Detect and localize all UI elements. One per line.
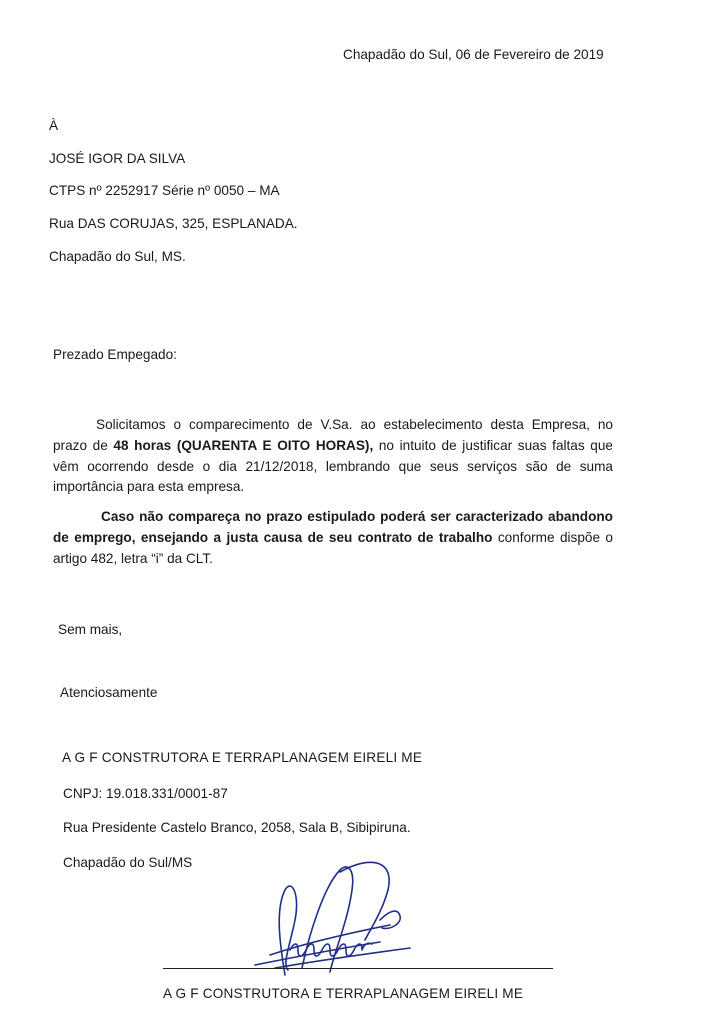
body-paragraph-1 <box>53 415 613 498</box>
signature-line <box>163 968 553 969</box>
recipient-name: JOSÉ IGOR DA SILVA <box>49 151 186 166</box>
greeting: Prezado Empegado: <box>53 347 177 362</box>
sender-company: A G F CONSTRUTORA E TERRAPLANAGEM EIRELI ME <box>62 750 423 765</box>
paragraph1-part2: no intuito de justificar suas faltas que vêm ocorrendo desde o dia 21/12/2018, lembrando que seus serviços são de suma importância para esta empresa. <box>53 437 613 495</box>
sign-off: Atenciosamente <box>60 685 158 700</box>
date-line: Chapadão do Sul, 06 de Fevereiro de 2019 <box>343 47 604 62</box>
sender-cnpj: CNPJ: 19.018.331/0001-87 <box>63 786 228 801</box>
closing-line: Sem mais, <box>58 622 123 637</box>
paragraph2-warning: Caso não compareça no prazo estipulado poderá ser caracterizado abandono de emprego, ensejando a justa causa de seu contrato de trabalho <box>53 509 613 545</box>
sender-address: Rua Presidente Castelo Branco, 2058, Sala B, Sibipiruna. <box>63 820 411 835</box>
addressed-to: À <box>49 118 59 133</box>
paragraph1-part1: Solicitamos o comparecimento de V.Sa. ao estabelecimento desta Empresa, no prazo de <box>53 417 613 453</box>
recipient-city: Chapadão do Sul, MS. <box>49 249 186 264</box>
recipient-ctps: CTPS nº 2252917 Série nº 0050 – MA <box>49 183 280 198</box>
body-paragraph-2 <box>53 507 613 569</box>
paragraph1-deadline: 48 horas (QUARENTA E OITO HORAS), <box>113 437 374 453</box>
paragraph2-legal-ref: conforme dispõe o artigo 482, letra “i” da CLT. <box>53 529 613 566</box>
sender-city: Chapadão do Sul/MS <box>63 855 193 870</box>
recipient-street: Rua DAS CORUJAS, 325, ESPLANADA. <box>49 216 298 231</box>
signature-company-name: A G F CONSTRUTORA E TERRAPLANAGEM EIRELI ME <box>163 986 524 1001</box>
handwritten-signature <box>230 850 450 980</box>
